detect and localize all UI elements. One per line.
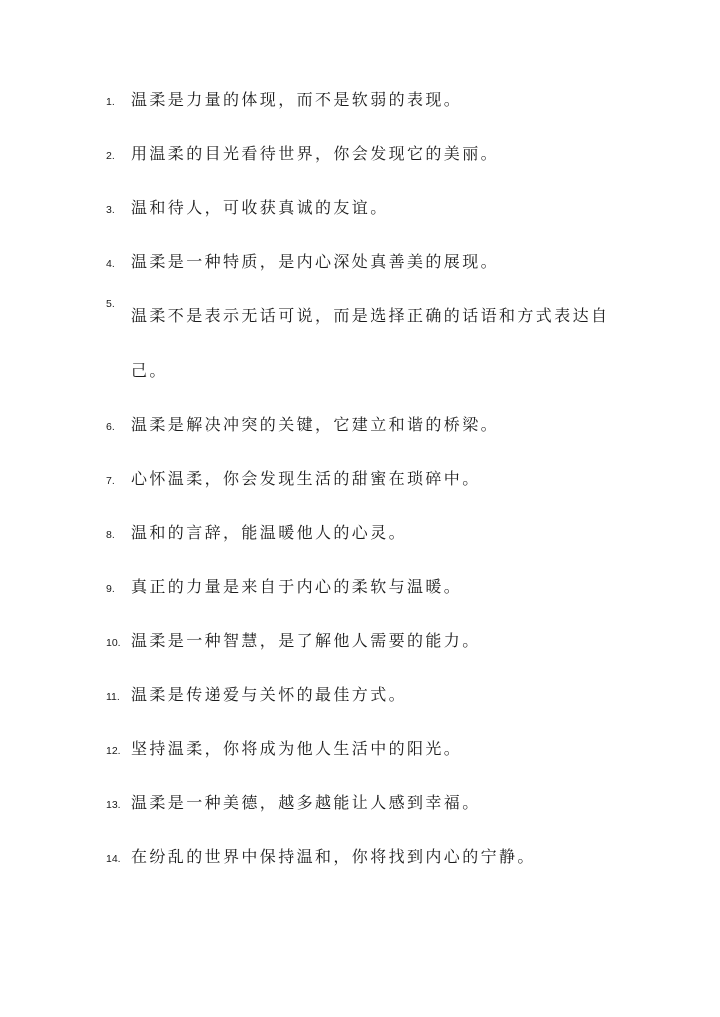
- item-text: 温柔是一种美德，越多越能让人感到幸福。: [131, 793, 481, 812]
- item-number: 1.: [106, 96, 115, 108]
- item-text: 在纷乱的世界中保持温和，你将找到内心的宁静。: [131, 847, 536, 866]
- list-item: [0, 735, 720, 762]
- list-item: [0, 194, 720, 221]
- item-number: 13.: [106, 799, 121, 811]
- item-text: 温柔是传递爱与关怀的最佳方式。: [131, 685, 408, 704]
- item-number: 12.: [106, 745, 121, 757]
- item-text: 温柔不是表示无话可说，而是选择正确的话语和方式表达自己。: [131, 306, 610, 380]
- item-number: 11.: [106, 691, 120, 703]
- item-text: 温柔是力量的体现，而不是软弱的表现。: [131, 90, 463, 109]
- list-item: [0, 681, 720, 708]
- list-item: [0, 465, 720, 492]
- list-item: [0, 288, 720, 398]
- list-item: [0, 86, 720, 113]
- item-number: 2.: [106, 150, 115, 162]
- item-number: 3.: [106, 204, 115, 216]
- item-text: 真正的力量是来自于内心的柔软与温暖。: [131, 577, 463, 596]
- list-item: [0, 519, 720, 546]
- list-item: [0, 411, 720, 438]
- list-item: [0, 843, 720, 870]
- item-text: 坚持温柔，你将成为他人生活中的阳光。: [131, 739, 463, 758]
- item-number: 7.: [106, 475, 115, 487]
- item-number: 9.: [106, 583, 115, 595]
- list-item: [0, 789, 720, 816]
- item-number: 10.: [106, 637, 121, 649]
- item-text: 用温柔的目光看待世界，你会发现它的美丽。: [131, 144, 500, 163]
- item-number: 5.: [106, 298, 115, 310]
- list-item: [0, 627, 720, 654]
- list-item: [0, 140, 720, 167]
- item-text: 温柔是一种智慧，是了解他人需要的能力。: [131, 631, 481, 650]
- item-number: 4.: [106, 258, 115, 270]
- item-number: 6.: [106, 421, 115, 433]
- item-text: 温柔是解决冲突的关键，它建立和谐的桥梁。: [131, 415, 500, 434]
- item-number: 14.: [106, 853, 121, 865]
- item-text: 心怀温柔，你会发现生活的甜蜜在琐碎中。: [131, 469, 481, 488]
- item-text: 温和的言辞，能温暖他人的心灵。: [131, 523, 408, 542]
- item-text: 温柔是一种特质，是内心深处真善美的展现。: [131, 252, 500, 271]
- item-number: 8.: [106, 529, 115, 541]
- item-text: 温和待人，可收获真诚的友谊。: [131, 198, 389, 217]
- list-item: [0, 573, 720, 600]
- quote-list: [0, 86, 720, 897]
- list-item: [0, 248, 720, 275]
